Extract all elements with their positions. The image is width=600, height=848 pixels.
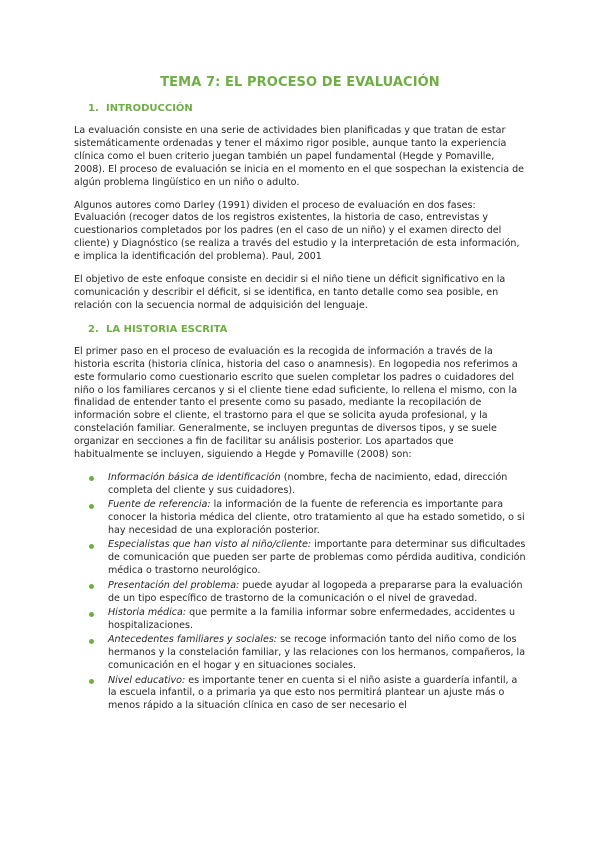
section-title: INTRODUCCIÓN	[106, 103, 193, 114]
list-item-term: Especialistas que han visto al niño/cliente:	[108, 539, 312, 551]
section-heading	[88, 102, 526, 116]
list-item-term: Información básica de identificación	[108, 471, 281, 483]
paragraph: El primer paso en el proceso de evaluación es la recogida de información a través de la historia escrita (historia clínica, historia del caso o anamnesis). En logopedia nos referimos a este formulario como cuestionario escrito que suelen completar los padres o cuidadores del niño o los familiares cercanos y si el cliente tiene edad suficiente, lo rellena el mismo, con la finalidad de entender tanto el presente como su pasado, mediante la recopilación de información sobre el cliente, el trastorno para el que se solicita ayuda profesional, y la constelación familiar. Generalmente, se incluyen preguntas de diversos tipos, y se suele organizar en secciones a fin de facilitar su análisis posterior. Los apartados que habitualmente se incluyen, siguiendo a Hegde y Pomaville (2008) son:	[74, 345, 518, 461]
paragraph: Algunos autores como Darley (1991) dividen el proceso de evaluación en dos fases: Evaluación (recoger datos de los registros existentes, la historia de caso, entrevistas y cuestionarios completados por los padres (en el caso de un niño) y el examen directo del cliente) y Diagnóstico (se realiza a través del estudio y la interpretación de esta información, e implica la identificación del problema). Paul, 2001	[74, 199, 520, 263]
list-item-term: Antecedentes familiares y sociales:	[108, 634, 278, 646]
bullet-dot-icon	[89, 504, 94, 509]
bullet-list	[74, 472, 526, 713]
list-item	[108, 499, 526, 538]
list-item-term: Nivel educativo:	[108, 674, 186, 686]
list-item	[108, 539, 526, 578]
list-item-text: (nombre, fecha de nacimiento, edad, dirección completa del cliente y sus cuidadores).	[108, 471, 508, 496]
list-item-text: importante para determinar sus dificultades de comunicación que pueden ser parte de problemas como pérdida auditiva, condición médica o trastorno neurológico.	[108, 539, 526, 577]
section-heading	[88, 323, 526, 337]
bullet-dot-icon	[89, 679, 94, 684]
list-item-text: que permite a la familia informar sobre enfermedades, accidentes u hospitalizaciones.	[108, 607, 516, 631]
list-item	[108, 634, 526, 673]
list-item-term: Presentación del problema:	[108, 579, 240, 591]
list-item-text: es importante tener en cuenta si el niño asiste a guardería infantil, a la escuela infantil, o a primaria ya que esto nos permitirá plantear un ajuste más o menos rápido a la situación clínica en caso de ser necesario el	[108, 674, 518, 712]
section-introduccion	[74, 102, 526, 313]
section-historia-escrita	[74, 323, 526, 713]
bullet-dot-icon	[89, 584, 94, 589]
document-page	[74, 74, 526, 715]
list-item-term: Fuente de referencia:	[108, 499, 211, 511]
section-number: 1.	[88, 103, 99, 114]
list-item-text: puede ayudar al logopeda a prepararse para la evaluación de un tipo específico de trastorno de la comunicación o el nivel de gravedad.	[108, 579, 523, 604]
paragraph: La evaluación consiste en una serie de actividades bien planificadas y que tratan de estar sistemáticamente ordenadas y tener el máximo rigor posible, aunque tanto la experiencia clínica como el buen criterio juegan también un papel fundamental (Hegde y Pomaville, 2008). El proceso de evaluación se inicia en el momento en el que sospechan la existencia de algún problema lingüístico en un niño o adulto.	[74, 125, 525, 188]
list-item	[108, 580, 526, 606]
list-item	[108, 472, 526, 498]
bullet-dot-icon	[89, 639, 94, 644]
list-item-text: se recoge información tanto del niño como de los hermanos y la constelación familiar, y las relaciones con los hermanos, compañeros, la comunicación en el hogar y en situaciones sociales.	[108, 634, 526, 672]
list-item	[108, 607, 526, 633]
paragraph: El objetivo de este enfoque consiste en decidir si el niño tiene un déficit significativo en la comunicación y describir el déficit, si se identifica, en tanto detalle como sea posible, en relación con la secuencia normal de adquisición del lenguaje.	[74, 274, 506, 311]
list-item-term: Historia médica:	[108, 607, 187, 618]
section-number: 2.	[88, 323, 99, 335]
bullet-dot-icon	[89, 544, 94, 549]
bullet-dot-icon	[89, 476, 94, 481]
bullet-dot-icon	[89, 612, 94, 617]
list-item-text: la información de la fuente de referencia es importante para conocer la historia médica del cliente, otro tratamiento al que ha estado sometido, o si hay necesidad de una exploración posterior.	[108, 499, 525, 537]
document-title: TEMA 7: EL PROCESO DE EVALUACIÓN	[160, 75, 440, 90]
list-item	[108, 675, 526, 714]
section-title: LA HISTORIA ESCRITA	[106, 323, 228, 335]
